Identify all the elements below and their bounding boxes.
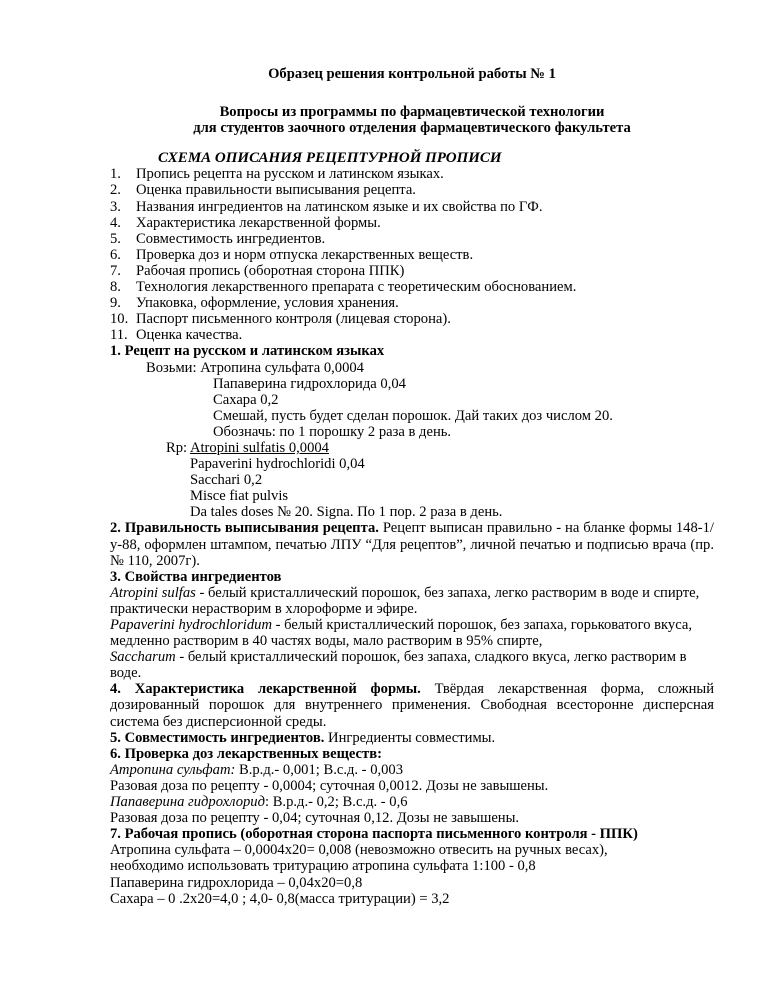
rp-first-ingredient: Atropini sulfatis 0,0004 — [189, 439, 329, 456]
papaverine-doses: : В.р.д.- 0,2; В.с.д. - 0,6 — [265, 794, 408, 811]
section-4-heading: 4. Характеристика лекарственной формы. — [110, 681, 421, 698]
recipe-ru-line: Обозначь: по 1 порошку 2 раза в день. — [213, 423, 452, 440]
recipe-lat-first-line — [110, 440, 714, 456]
scheme-item-number: 6. — [110, 246, 121, 263]
working-formula-line: Атропина сульфата – 0,0004x20= 0,008 (невозможно отвесить на ручных весах), — [110, 842, 608, 859]
scheme-item-text: Рабочая пропись (оборотная сторона ППК) — [136, 262, 405, 279]
ingredient-description: - белый кристаллический порошок, без запаха, легко растворим в воде и спирте, практически нерастворим в хлороформе и эфире. — [110, 584, 700, 617]
scheme-item-text: Упаковка, оформление, условия хранения. — [136, 295, 399, 312]
scheme-item — [110, 182, 714, 198]
ingredient-name: Atropini sulfas — [110, 584, 196, 601]
recipe-lat-line: Sacchari 0,2 — [190, 472, 263, 489]
scheme-item-text: Пропись рецепта на русском и латинском языках. — [136, 166, 444, 183]
recipe-ru-line: Смешай, пусть будет сделан порошок. Дай таких доз числом 20. — [213, 407, 613, 424]
section-7-heading: 7. Рабочая пропись (оборотная сторона паспорта письменного контроля - ППК) — [110, 826, 638, 843]
scheme-item-number: 9. — [110, 295, 121, 312]
scheme-item-number: 10. — [110, 311, 129, 328]
papaverine-dose-line — [110, 794, 714, 810]
document-page — [110, 58, 714, 907]
section-2-text: Рецепт выписан правильно - на бланке формы 148-1/у-88, оформлен штампом, печатью ЛПУ “Для рецептов”, личной печатью и подписью врача (пр. № 110, 2007г). — [110, 520, 714, 569]
ingredient-property — [110, 649, 714, 681]
scheme-item — [110, 199, 714, 215]
scheme-item-number: 8. — [110, 279, 121, 296]
recipe-ru-line: Сахара 0,2 — [213, 391, 279, 408]
atropine-rx-dose: Разовая доза по рецепту - 0,0004; суточная 0,0012. Дозы не завышены. — [110, 777, 549, 794]
scheme-item — [110, 215, 714, 231]
scheme-item-number: 5. — [110, 230, 121, 247]
papaverine-name: Папаверина гидрохлорид — [110, 794, 265, 811]
atropine-doses: В.р.д.- 0,001; В.с.д. - 0,003 — [235, 761, 404, 778]
section-5-heading: 5. Совместимость ингредиентов. — [110, 729, 325, 746]
scheme-item-number: 11. — [110, 327, 128, 344]
recipe-lat-line: Da tales doses № 20. Signa. По 1 пор. 2 раза в день. — [190, 504, 503, 521]
papaverine-rx-dose: Разовая доза по рецепту - 0,04; суточная 0,12. Дозы не завышены. — [110, 810, 520, 827]
section-4-paragraph — [110, 681, 714, 729]
section-6-heading: 6. Проверка доз лекарственных веществ: — [110, 745, 382, 762]
scheme-item-number: 7. — [110, 262, 121, 279]
scheme-item-text: Оценка правильности выписывания рецепта. — [136, 182, 416, 199]
working-formula-line: Папаверина гидрохлорида – 0,04x20=0,8 — [110, 874, 363, 891]
section-5-text: Ингредиенты совместимы. — [324, 729, 496, 746]
scheme-item-text: Характеристика лекарственной формы. — [136, 214, 381, 231]
scheme-item — [110, 166, 714, 182]
scheme-item-number: 4. — [110, 214, 121, 231]
ingredient-name: Papaverini hydrochloridum — [110, 617, 272, 633]
recipe-lat-line: Papaverini hydrochloridi 0,04 — [190, 456, 365, 473]
working-formula-line: необходимо использовать тритурацию атропина сульфата 1:100 - 0,8 — [110, 858, 536, 875]
ingredient-description: - белый кристаллический порошок, без запаха, сладкого вкуса, легко растворим в воде. — [110, 649, 687, 682]
scheme-list — [110, 166, 714, 343]
scheme-item — [110, 263, 714, 279]
document-subtitle-line-1: Вопросы из программы по фармацевтической технологии — [219, 104, 605, 121]
scheme-item — [110, 327, 714, 343]
scheme-item-number: 3. — [110, 198, 121, 215]
rp-label: Rp: — [166, 439, 190, 456]
atropine-dose-line — [110, 762, 714, 778]
recipe-ru-line: Папаверина гидрохлорида 0,04 — [213, 375, 406, 392]
atropine-name: Атропина сульфат: — [110, 761, 236, 778]
section-3-heading: 3. Свойства ингредиентов — [110, 568, 282, 585]
document-title: Образец решения контрольной работы № 1 — [268, 66, 556, 82]
scheme-item-text: Названия ингредиентов на латинском языке и их свойства по ГФ. — [136, 198, 543, 215]
ingredient-name: Saccharum — [110, 649, 176, 666]
scheme-item-number: 1. — [110, 166, 121, 183]
scheme-item-number: 2. — [110, 182, 121, 199]
ingredient-description: - белый кристаллический порошок, без запаха, горьковатого вкуса, медленно растворим в 40 частях воды, мало растворим в 95% спирте, — [110, 617, 692, 650]
recipe-ru-first-line: Возьми: Атропина сульфата 0,0004 — [146, 359, 364, 376]
scheme-item-text: Оценка качества. — [136, 327, 243, 344]
scheme-item-text: Совместимость ингредиентов. — [136, 230, 326, 247]
scheme-item — [110, 231, 714, 247]
scheme-item-text: Паспорт письменного контроля (лицевая сторона). — [136, 311, 451, 328]
ingredient-property — [110, 585, 714, 617]
document-subtitle-line-2: для студентов заочного отделения фармацевтического факультета — [193, 120, 631, 137]
section-2-paragraph — [110, 520, 714, 568]
scheme-item — [110, 295, 714, 311]
section-5-paragraph — [110, 730, 714, 746]
scheme-item — [110, 279, 714, 295]
working-formula-line: Сахара – 0 .2x20=4,0 ; 4,0- 0,8(масса тритурации) = 3,2 — [110, 890, 450, 907]
section-2-heading: 2. Правильность выписывания рецепта. — [110, 520, 379, 537]
scheme-item-text: Проверка доз и норм отпуска лекарственных веществ. — [136, 246, 474, 263]
scheme-item — [110, 247, 714, 263]
section-1-heading: 1. Рецепт на русском и латинском языках — [110, 343, 385, 360]
recipe-lat-line: Misce fiat pulvis — [190, 488, 289, 505]
scheme-title: СХЕМА ОПИСАНИЯ РЕЦЕПТУРНОЙ ПРОПИСИ — [158, 150, 502, 167]
ingredient-property — [110, 617, 714, 649]
section-4-text: Твёрдая лекарственная форма, сложный дозированный порошок для внутреннего применения. Свободная всесторонне дисперсная система без дисперсионной среды. — [110, 681, 714, 730]
scheme-item-text: Технология лекарственного препарата с теоретическим обоснованием. — [136, 279, 577, 296]
scheme-item — [110, 311, 714, 327]
